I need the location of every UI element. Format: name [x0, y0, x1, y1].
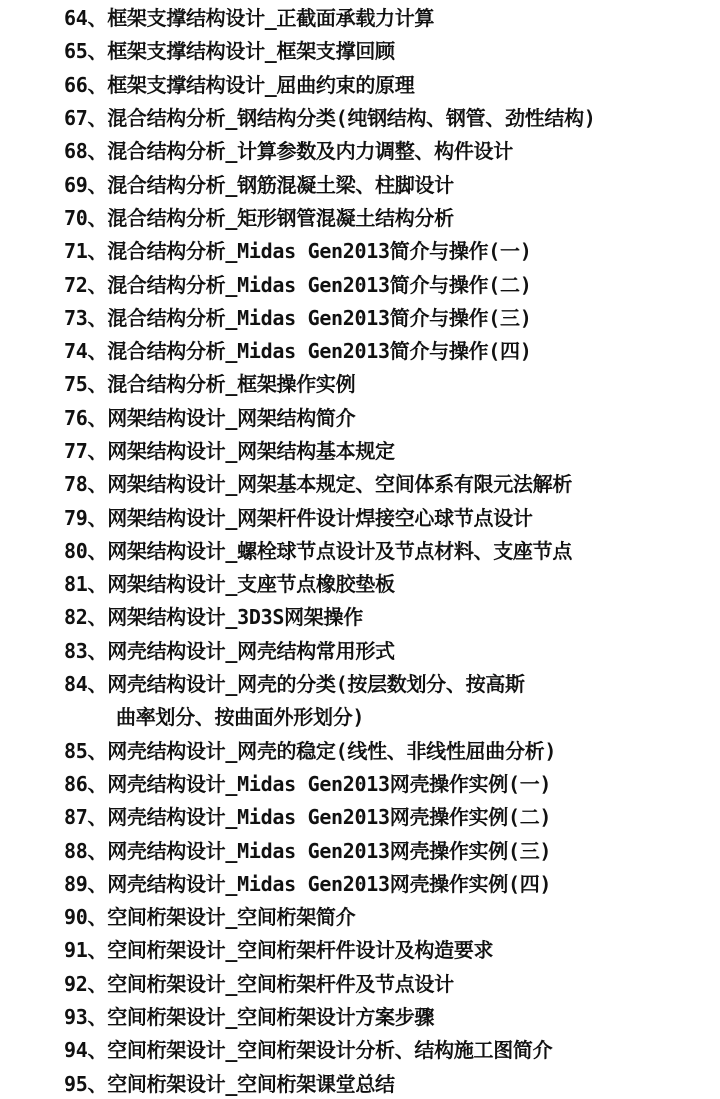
item-title: 网壳结构设计_Midas Gen2013网壳操作实例(一): [107, 771, 552, 796]
list-item: [64, 766, 720, 799]
item-number: 84、: [64, 672, 108, 697]
item-number: 80、: [64, 538, 108, 563]
list-item: [64, 733, 720, 766]
item-title-continuation: 曲率划分、按曲面外形划分): [116, 705, 365, 730]
item-title: 网架结构设计_网架基本规定、空间体系有限元法解析: [107, 472, 573, 497]
item-number: 66、: [64, 72, 108, 97]
item-title: 网壳结构设计_Midas Gen2013网壳操作实例(三): [107, 838, 552, 863]
item-title: 网壳结构设计_Midas Gen2013网壳操作实例(二): [107, 805, 552, 830]
item-number: 93、: [64, 1005, 108, 1030]
list-item: [64, 999, 720, 1032]
item-title: 混合结构分析_Midas Gen2013简介与操作(四): [107, 339, 532, 364]
item-title: 网壳结构设计_网壳结构常用形式: [107, 638, 395, 663]
list-item: [64, 1066, 720, 1099]
list-item: [64, 400, 720, 433]
item-number: 83、: [64, 638, 108, 663]
item-number: 79、: [64, 505, 108, 530]
list-item: [64, 566, 720, 599]
item-title: 混合结构分析_钢结构分类(纯钢结构、钢管、劲性结构): [107, 106, 596, 131]
item-number: 86、: [64, 771, 108, 796]
item-title: 空间桁架设计_空间桁架简介: [107, 905, 356, 930]
item-number: 77、: [64, 439, 108, 463]
list-item: [64, 433, 720, 466]
item-title: 混合结构分析_Midas Gen2013简介与操作(三): [107, 305, 532, 330]
item-title: 框架支撑结构设计_正截面承载力计算: [107, 6, 435, 31]
item-number: 88、: [64, 838, 108, 863]
item-number: 91、: [64, 938, 108, 963]
list-item: [64, 67, 720, 100]
item-number: 81、: [64, 572, 108, 597]
item-title: 网架结构设计_网架杆件设计焊接空心球节点设计: [107, 505, 533, 530]
item-number: 87、: [64, 805, 108, 830]
item-number: 94、: [64, 1038, 108, 1063]
item-number: 85、: [64, 738, 108, 763]
item-title: 空间桁架设计_空间桁架杆件及节点设计: [107, 971, 454, 996]
item-title: 混合结构分析_钢筋混凝土梁、柱脚设计: [107, 172, 454, 197]
item-title: 网架结构设计_网架结构简介: [107, 405, 356, 430]
item-title: 网壳结构设计_网壳的分类(按层数划分、按高斯: [107, 672, 525, 697]
item-title: 网架结构设计_支座节点橡胶垫板: [107, 572, 395, 597]
item-number: 92、: [64, 971, 108, 996]
item-title: 网架结构设计_3D3S网架操作: [107, 605, 363, 630]
item-title: 混合结构分析_Midas Gen2013简介与操作(二): [107, 272, 532, 297]
list-item: [64, 633, 720, 666]
item-title: 框架支撑结构设计_框架支撑回顾: [107, 39, 395, 64]
list-item: [64, 366, 720, 399]
list-item: [64, 966, 720, 999]
item-number: 67、: [64, 106, 108, 131]
item-number: 95、: [64, 1071, 108, 1096]
list-item: [64, 333, 720, 366]
list-item: [64, 0, 720, 33]
item-title: 空间桁架设计_空间桁架杆件设计及构造要求: [107, 938, 494, 963]
item-number: 74、: [64, 339, 108, 364]
list-item: [64, 499, 720, 532]
item-title: 网壳结构设计_网壳的稳定(线性、非线性屈曲分析): [107, 738, 557, 763]
item-title: 网架结构设计_网架结构基本规定: [107, 439, 395, 463]
item-number: 78、: [64, 472, 108, 497]
list-item: [64, 666, 720, 699]
item-number: 89、: [64, 871, 108, 896]
list-item: [64, 266, 720, 299]
item-title: 空间桁架设计_空间桁架设计方案步骤: [107, 1005, 435, 1030]
item-title: 网壳结构设计_Midas Gen2013网壳操作实例(四): [107, 871, 552, 896]
item-number: 76、: [64, 405, 108, 430]
list-item: [64, 533, 720, 566]
list-item: [64, 466, 720, 499]
item-number: 90、: [64, 905, 108, 930]
list-item: [64, 866, 720, 899]
item-title: 框架支撑结构设计_屈曲约束的原理: [107, 72, 415, 97]
item-title: 混合结构分析_Midas Gen2013简介与操作(一): [107, 239, 532, 264]
list-item: [64, 799, 720, 832]
item-number: 65、: [64, 39, 108, 64]
list-item: [64, 233, 720, 266]
list-item: [64, 300, 720, 333]
item-number: 69、: [64, 172, 108, 197]
course-outline-list: [64, 0, 720, 1099]
item-number: 64、: [64, 6, 108, 31]
item-number: 82、: [64, 605, 108, 630]
item-number: 73、: [64, 305, 108, 330]
list-item: [64, 166, 720, 199]
item-title: 混合结构分析_矩形钢管混凝土结构分析: [107, 205, 454, 230]
list-item-continuation: [64, 699, 720, 732]
item-number: 68、: [64, 139, 108, 164]
list-item: [64, 133, 720, 166]
list-item: [64, 200, 720, 233]
item-title: 空间桁架设计_空间桁架课堂总结: [107, 1071, 395, 1096]
list-item: [64, 1032, 720, 1065]
list-item: [64, 100, 720, 133]
list-item: [64, 832, 720, 865]
item-title: 空间桁架设计_空间桁架设计分析、结构施工图简介: [107, 1038, 553, 1063]
item-number: 72、: [64, 272, 108, 297]
item-title: 混合结构分析_框架操作实例: [107, 372, 356, 397]
item-number: 70、: [64, 205, 108, 230]
item-number: 75、: [64, 372, 108, 397]
list-item: [64, 33, 720, 66]
item-title: 混合结构分析_计算参数及内力调整、构件设计: [107, 139, 513, 164]
list-item: [64, 899, 720, 932]
item-number: 71、: [64, 239, 108, 264]
item-title: 网架结构设计_螺栓球节点设计及节点材料、支座节点: [107, 538, 573, 563]
list-item: [64, 932, 720, 965]
list-item: [64, 599, 720, 632]
